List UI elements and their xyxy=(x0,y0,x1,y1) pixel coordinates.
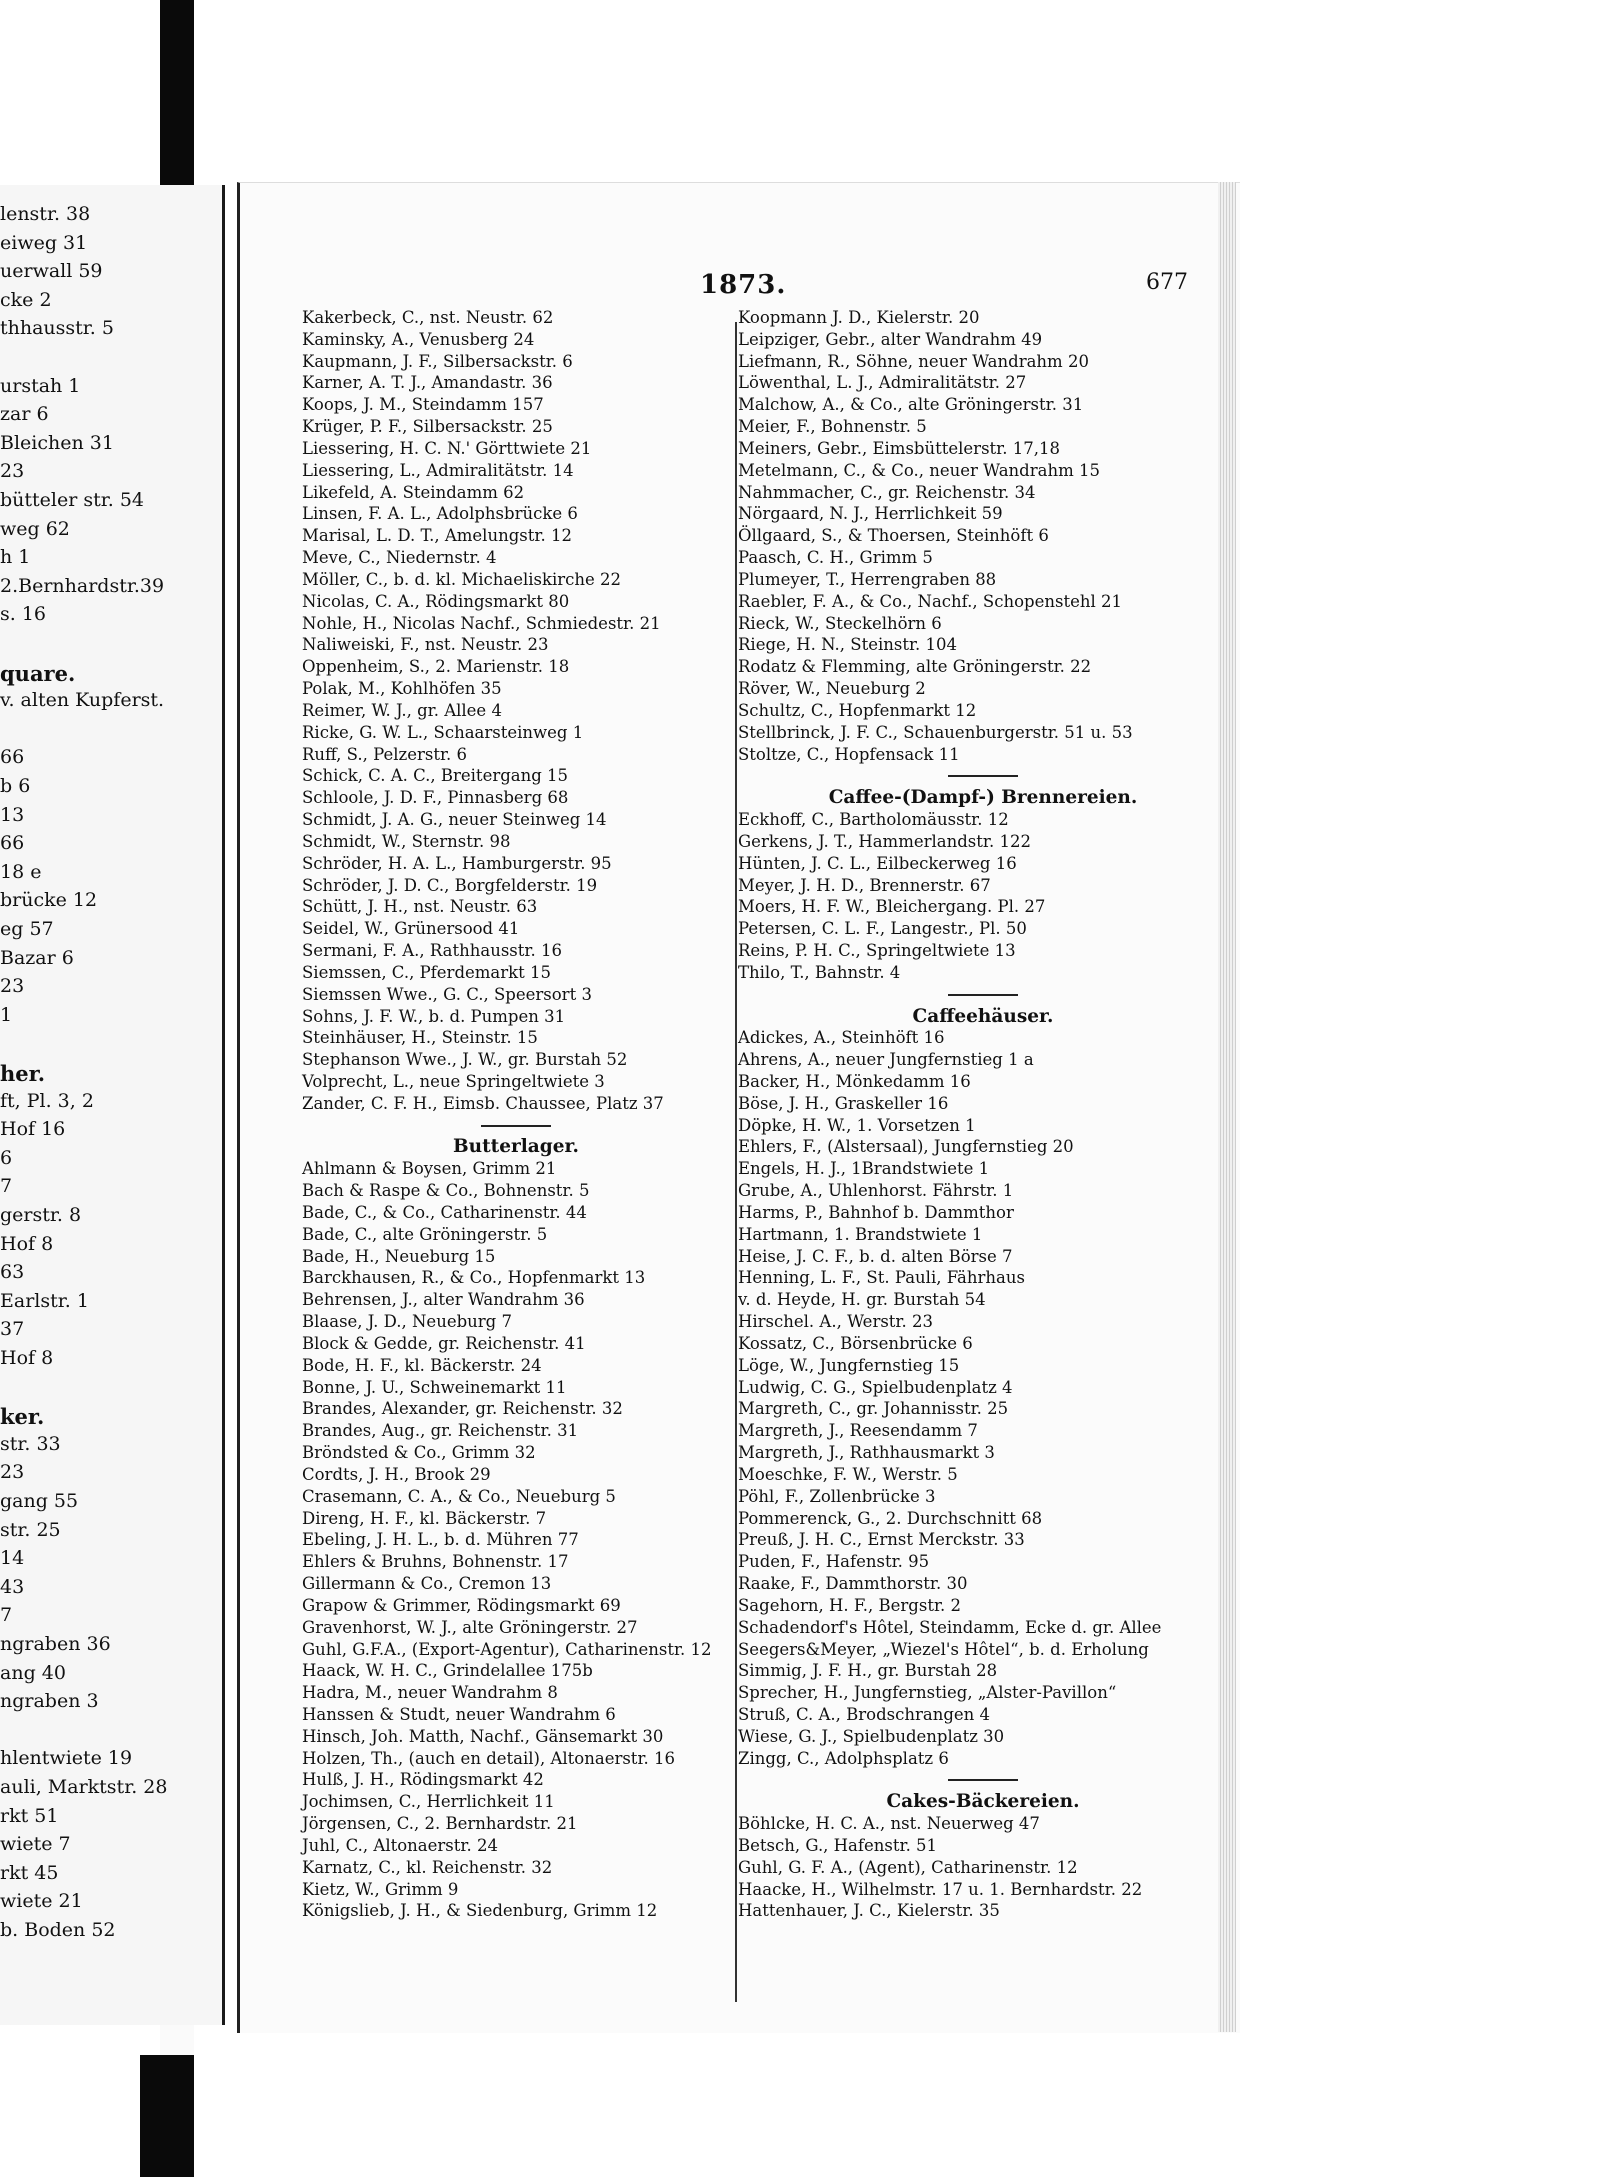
directory-entry: Juhl, C., Altonaerstr. 24 xyxy=(302,1835,498,1855)
directory-entry: Königslieb, J. H., & Siedenburg, Grimm 12 xyxy=(302,1901,658,1921)
directory-entry: Rodatz & Flemming, alte Gröningerstr. 22 xyxy=(738,657,1092,677)
left-page-text-fragment: zar 6 xyxy=(0,403,49,426)
directory-entry: Meiners, Gebr., Eimsbüttelerstr. 17,18 xyxy=(738,438,1060,458)
directory-entry: Simmig, J. F. H., gr. Burstah 28 xyxy=(738,1661,998,1681)
left-page-text-fragment: wiete 7 xyxy=(0,1833,71,1856)
left-page-text-fragment: 1 xyxy=(0,1003,13,1026)
left-page-text-fragment: v. alten Kupferst. xyxy=(0,689,165,712)
directory-entry: Eckhoff, C., Bartholomäusstr. 12 xyxy=(738,810,1009,830)
directory-entry: Margreth, C., gr. Johannisstr. 25 xyxy=(738,1399,1009,1419)
directory-entry: Bröndsted & Co., Grimm 32 xyxy=(302,1443,536,1463)
directory-entry: Döpke, H. W., 1. Vorsetzen 1 xyxy=(738,1115,976,1135)
section-heading: Caffeehäuser. xyxy=(912,1005,1054,1027)
left-page-text-fragment: ngraben 36 xyxy=(0,1633,111,1655)
directory-entry: Raebler, F. A., & Co., Nachf., Schopenstehl 21 xyxy=(738,591,1122,611)
left-page-text-fragment: b 6 xyxy=(0,775,31,797)
directory-entry: Zander, C. F. H., Eimsb. Chaussee, Platz 37 xyxy=(302,1093,664,1113)
left-page-text-fragment: quare. xyxy=(0,660,76,686)
directory-entry: Linsen, F. A. L., Adolphsbrücke 6 xyxy=(302,504,578,524)
directory-entry: Grapow & Grimmer, Rödingsmarkt 69 xyxy=(302,1595,621,1615)
left-page-text-fragment: 37 xyxy=(0,1318,25,1341)
directory-entry: Riege, H. N., Steinstr. 104 xyxy=(738,635,958,655)
directory-entry: Kakerbeck, C., nst. Neustr. 62 xyxy=(302,308,554,327)
directory-entry: Kossatz, C., Börsenbrücke 6 xyxy=(738,1333,973,1353)
book-spine-lower xyxy=(140,2055,194,2177)
directory-column-right xyxy=(738,307,1228,1922)
directory-entry: Koops, J. M., Steindamm 157 xyxy=(302,395,544,415)
directory-entry: Volprecht, L., neue Springeltwiete 3 xyxy=(302,1071,605,1091)
left-page-text-fragment: Hof 8 xyxy=(0,1232,54,1255)
directory-entry: Brandes, Alexander, gr. Reichenstr. 32 xyxy=(302,1399,623,1419)
left-page-text-fragment: 43 xyxy=(0,1575,25,1598)
directory-entry: Hartmann, 1. Brandstwiete 1 xyxy=(738,1224,983,1244)
left-page-text-fragment: s. 16 xyxy=(0,603,47,626)
directory-entry: Hinsch, Joh. Matth, Nachf., Gänsemarkt 30 xyxy=(302,1726,664,1746)
left-page-text-fragment: Bleichen 31 xyxy=(0,431,114,454)
directory-entry: Schadendorf's Hôtel, Steindamm, Ecke d. gr. Allee xyxy=(738,1617,1162,1637)
left-page-text-fragment: eiweg 31 xyxy=(0,231,88,254)
left-page-text-fragment: b. Boden 52 xyxy=(0,1919,116,1941)
directory-entry: Guhl, G.F.A., (Export-Agentur), Catharinenstr. 12 xyxy=(302,1639,712,1659)
directory-entry: Haacke, H., Wilhelmstr. 17 u. 1. Bernhardstr. 22 xyxy=(738,1879,1143,1899)
directory-entry: Steinhäuser, H., Steinstr. 15 xyxy=(302,1028,538,1048)
left-page-text-fragment: Hof 8 xyxy=(0,1347,54,1369)
directory-entry: Siemssen Wwe., G. C., Speersort 3 xyxy=(302,984,592,1004)
directory-entry: Krüger, P. F., Silbersackstr. 25 xyxy=(302,417,553,437)
left-page-text-fragment: bütteler str. 54 xyxy=(0,489,144,511)
directory-entry: Liessering, L., Admiralitätstr. 14 xyxy=(302,460,574,480)
directory-entry: Gillermann & Co., Cremon 13 xyxy=(302,1574,552,1594)
directory-entry: Pöhl, F., Zollenbrücke 3 xyxy=(738,1486,936,1506)
directory-entry: Jörgensen, C., 2. Bernhardstr. 21 xyxy=(302,1814,578,1834)
directory-entry: Gerkens, J. T., Hammerlandstr. 122 xyxy=(738,831,1031,851)
directory-entry: Likefeld, A. Steindamm 62 xyxy=(302,482,525,502)
directory-entry: Bode, H. F., kl. Bäckerstr. 24 xyxy=(302,1355,542,1375)
directory-entry: Böse, J. H., Graskeller 16 xyxy=(738,1093,949,1113)
page-number: 677 xyxy=(1146,270,1188,295)
directory-entry: Karner, A. T. J., Amandastr. 36 xyxy=(302,373,553,393)
left-page-text-fragment: 13 xyxy=(0,803,25,826)
directory-entry: Direng, H. F., kl. Bäckerstr. 7 xyxy=(302,1508,547,1528)
left-page-text-fragment: ft, Pl. 3, 2 xyxy=(0,1089,94,1112)
directory-entry: Margreth, J., Rathhausmarkt 3 xyxy=(738,1443,995,1463)
directory-entry: Hattenhauer, J. C., Kielerstr. 35 xyxy=(738,1901,1000,1921)
directory-entry: Block & Gedde, gr. Reichenstr. 41 xyxy=(302,1333,586,1353)
directory-entry: Betsch, G., Hafenstr. 51 xyxy=(738,1835,938,1855)
directory-entry: Hulß, J. H., Rödingsmarkt 42 xyxy=(302,1770,544,1790)
directory-entry: Hadra, M., neuer Wandrahm 8 xyxy=(302,1683,558,1703)
section-heading: Butterlager. xyxy=(453,1136,579,1158)
directory-entry: Moeschke, F. W., Werstr. 5 xyxy=(738,1464,958,1484)
left-page-text-fragment: Earlstr. 1 xyxy=(0,1289,89,1312)
directory-entry: Öllgaard, S., & Thoersen, Steinhöft 6 xyxy=(738,526,1049,546)
directory-entry: Sohns, J. F. W., b. d. Pumpen 31 xyxy=(302,1006,566,1026)
directory-entry: Hirschel. A., Werstr. 23 xyxy=(738,1312,933,1332)
directory-entry: Schloole, J. D. F., Pinnasberg 68 xyxy=(302,788,569,808)
directory-entry: Hanssen & Studt, neuer Wandrahm 6 xyxy=(302,1705,616,1724)
left-page-text-fragment: cke 2 xyxy=(0,288,52,311)
directory-entry: Ruff, S., Pelzerstr. 6 xyxy=(302,744,468,764)
left-page-text-fragment: urstah 1 xyxy=(0,374,81,397)
directory-entry: Schick, C. A. C., Breitergang 15 xyxy=(302,766,569,786)
section-rule-line xyxy=(948,1779,1018,1781)
directory-entry: Puden, F., Hafenstr. 95 xyxy=(738,1552,930,1572)
left-page-text-fragment: ang 40 xyxy=(0,1661,66,1684)
directory-entry: Harms, P., Bahnhof b. Dammthor xyxy=(738,1202,1014,1222)
directory-entry: Kaminsky, A., Venusberg 24 xyxy=(302,329,535,349)
left-page-text-fragment: 23 xyxy=(0,975,25,998)
directory-entry: Stoltze, C., Hopfensack 11 xyxy=(738,744,960,764)
left-page-text-fragment: 23 xyxy=(0,1461,25,1484)
directory-entry: Engels, H. J., 1Brandstwiete 1 xyxy=(738,1159,990,1179)
directory-entry: Petersen, C. L. F., Langestr., Pl. 50 xyxy=(738,919,1027,939)
directory-entry: Meve, C., Niedernstr. 4 xyxy=(302,548,497,568)
left-page-text-fragment: brücke 12 xyxy=(0,889,98,912)
directory-entry: Malchow, A., & Co., alte Gröningerstr. 31 xyxy=(738,395,1084,415)
left-page-text-fragment: auli, Marktstr. 28 xyxy=(0,1776,168,1798)
directory-entry: Bade, H., Neueburg 15 xyxy=(302,1246,496,1266)
directory-entry: Gravenhorst, W. J., alte Gröningerstr. 27 xyxy=(302,1617,638,1637)
directory-entry: Nörgaard, N. J., Herrlichkeit 59 xyxy=(738,504,1003,524)
directory-entry: Sprecher, H., Jungfernstieg, „Alster-Pavillon“ xyxy=(738,1683,1117,1703)
directory-entry: Marisal, L. D. T., Amelungstr. 12 xyxy=(302,526,572,546)
left-page-text-fragment: ker. xyxy=(0,1404,45,1430)
directory-entry: Jochimsen, C., Herrlichkeit 11 xyxy=(302,1792,555,1812)
directory-entry: Schröder, J. D. C., Borgfelderstr. 19 xyxy=(302,875,598,895)
directory-entry: Schröder, H. A. L., Hamburgerstr. 95 xyxy=(302,853,612,873)
directory-entry: v. d. Heyde, H. gr. Burstah 54 xyxy=(738,1290,986,1310)
column-divider xyxy=(735,322,737,2002)
left-page-text-fragment: 63 xyxy=(0,1261,25,1284)
left-page-text-fragment: h 1 xyxy=(0,546,31,569)
directory-entry: Thilo, T., Bahnstr. 4 xyxy=(738,962,901,982)
left-page-text-fragment: 18 e xyxy=(0,860,42,883)
left-page-text-fragment: her. xyxy=(0,1061,46,1086)
left-page-text-fragment: 6 xyxy=(0,1146,13,1169)
left-page-text-fragment: gang 55 xyxy=(0,1490,79,1512)
section-rule xyxy=(738,1769,1228,1791)
directory-entry: Ahrens, A., neuer Jungfernstieg 1 a xyxy=(738,1050,1034,1070)
directory-entry: Haack, W. H. C., Grindelallee 175b xyxy=(302,1661,593,1681)
directory-entry: Grube, A., Uhlenhorst. Fährstr. 1 xyxy=(738,1181,1014,1201)
left-page-text-fragment: str. 33 xyxy=(0,1432,61,1455)
directory-entry: Struß, C. A., Brodschrangen 4 xyxy=(738,1705,991,1724)
directory-entry: Ehlers, F., (Alstersaal), Jungfernstieg 20 xyxy=(738,1137,1074,1157)
left-page-text-fragment: gerstr. 8 xyxy=(0,1204,82,1226)
left-page-text-fragment: wiete 21 xyxy=(0,1890,83,1913)
left-page-text-fragment: rkt 45 xyxy=(0,1861,59,1884)
directory-entry: Nohle, H., Nicolas Nachf., Schmiedestr. 21 xyxy=(302,613,661,633)
directory-entry: Meier, F., Bohnenstr. 5 xyxy=(738,417,927,437)
directory-entry: Ricke, G. W. L., Schaarsteinweg 1 xyxy=(302,722,584,742)
left-page-text-fragment: 7 xyxy=(0,1604,13,1627)
left-page-text-fragment: uerwall 59 xyxy=(0,260,103,283)
directory-entry: Nahmmacher, C., gr. Reichenstr. 34 xyxy=(738,482,1036,502)
directory-entry: Adickes, A., Steinhöft 16 xyxy=(738,1028,945,1048)
directory-entry: Heise, J. C. F., b. d. alten Börse 7 xyxy=(738,1246,1013,1266)
directory-entry: Löwenthal, L. J., Admiralitätstr. 27 xyxy=(738,373,1027,393)
directory-entry: Henning, L. F., St. Pauli, Fährhaus xyxy=(738,1268,1025,1288)
left-page-text-fragment: 66 xyxy=(0,746,25,769)
directory-entry: Seidel, W., Grünersood 41 xyxy=(302,919,520,939)
directory-entry: Wiese, G. J., Spielbudenplatz 30 xyxy=(738,1726,1005,1746)
directory-entry: Röver, W., Neueburg 2 xyxy=(738,679,926,699)
directory-entry: Karnatz, C., kl. Reichenstr. 32 xyxy=(302,1857,553,1877)
directory-entry: Zingg, C., Adolphsplatz 6 xyxy=(738,1748,949,1768)
left-page-text-fragment: hlentwiete 19 xyxy=(0,1747,133,1770)
directory-entry: Schütt, J. H., nst. Neustr. 63 xyxy=(302,897,538,917)
directory-entry: Reins, P. H. C., Springeltwiete 13 xyxy=(738,941,1016,961)
section-rule-line xyxy=(481,1125,551,1127)
directory-entry: Schultz, C., Hopfenmarkt 12 xyxy=(738,700,977,720)
directory-entry: Polak, M., Kohlhöfen 35 xyxy=(302,679,502,699)
section-heading: Cakes-Bäckereien. xyxy=(886,1791,1080,1813)
section-heading: Caffee-(Dampf-) Brennereien. xyxy=(828,787,1138,809)
directory-entry: Liefmann, R., Söhne, neuer Wandrahm 20 xyxy=(738,351,1089,371)
directory-entry: Schmidt, J. A. G., neuer Steinweg 14 xyxy=(302,810,607,830)
directory-entry: Metelmann, C., & Co., neuer Wandrahm 15 xyxy=(738,460,1100,480)
directory-entry: Ebeling, J. H. L., b. d. Mühren 77 xyxy=(302,1530,579,1550)
directory-entry: Löge, W., Jungfernstieg 15 xyxy=(738,1355,960,1375)
directory-entry: Leipziger, Gebr., alter Wandrahm 49 xyxy=(738,329,1043,349)
directory-entry: Stellbrinck, J. F. C., Schauenburgerstr. 51 u. 53 xyxy=(738,722,1133,742)
directory-entry: Koopmann J. D., Kielerstr. 20 xyxy=(738,308,980,327)
left-page-text-fragment: 14 xyxy=(0,1547,25,1570)
directory-entry: Hünten, J. C. L., Eilbeckerweg 16 xyxy=(738,853,1017,873)
directory-entry: Meyer, J. H. D., Brennerstr. 67 xyxy=(738,875,991,895)
directory-entry: Kaupmann, J. F., Silbersackstr. 6 xyxy=(302,351,573,371)
left-page-text-fragment: thhausstr. 5 xyxy=(0,317,114,340)
directory-entry: Raake, F., Dammthorstr. 30 xyxy=(738,1574,968,1594)
directory-entry: Blaase, J. D., Neueburg 7 xyxy=(302,1312,512,1332)
directory-entry: Paasch, C. H., Grimm 5 xyxy=(738,548,933,568)
directory-entry: Preuß, J. H. C., Ernst Merckstr. 33 xyxy=(738,1530,1025,1550)
left-page-text-fragment: 66 xyxy=(0,832,25,855)
directory-entry: Seegers&Meyer, „Wiezel's Hôtel“, b. d. Erholung xyxy=(738,1639,1149,1659)
left-page-text-fragment: eg 57 xyxy=(0,918,54,940)
directory-entry: Möller, C., b. d. kl. Michaeliskirche 22 xyxy=(302,569,622,589)
directory-entry: Siemssen, C., Pferdemarkt 15 xyxy=(302,962,552,982)
section-rule-line xyxy=(948,994,1018,996)
left-page-text-fragment: lenstr. 38 xyxy=(0,203,91,225)
directory-entry: Behrensen, J., alter Wandrahm 36 xyxy=(302,1290,585,1310)
directory-entry: Holzen, Th., (auch en detail), Altonaerstr. 16 xyxy=(302,1748,675,1768)
directory-entry: Böhlcke, H. C. A., nst. Neuerweg 47 xyxy=(738,1814,1040,1834)
directory-entry: Ehlers & Bruhns, Bohnenstr. 17 xyxy=(302,1552,569,1572)
directory-entry: Pommerenck, G., 2. Durchschnitt 68 xyxy=(738,1508,1043,1528)
directory-entry: Bach & Raspe & Co., Bohnenstr. 5 xyxy=(302,1181,590,1201)
left-page-text-fragment: rkt 51 xyxy=(0,1804,59,1827)
directory-entry: Sermani, F. A., Rathhausstr. 16 xyxy=(302,941,562,961)
directory-entry: Nicolas, C. A., Rödingsmarkt 80 xyxy=(302,591,570,611)
section-rule xyxy=(738,984,1228,1006)
directory-entry: Brandes, Aug., gr. Reichenstr. 31 xyxy=(302,1421,579,1441)
directory-entry: Ludwig, C. G., Spielbudenplatz 4 xyxy=(738,1377,1013,1397)
directory-entry: Crasemann, C. A., & Co., Neueburg 5 xyxy=(302,1486,616,1506)
directory-entry: Naliweiski, F., nst. Neustr. 23 xyxy=(302,635,549,655)
section-rule xyxy=(738,765,1228,787)
section-rule-line xyxy=(948,775,1018,777)
page-year-header: 1873. xyxy=(700,270,787,300)
left-page-text-fragment: Bazar 6 xyxy=(0,946,74,969)
directory-entry: Barckhausen, R., & Co., Hopfenmarkt 13 xyxy=(302,1268,646,1288)
directory-entry: Bonne, J. U., Schweinemarkt 11 xyxy=(302,1377,567,1397)
directory-entry: Bade, C., & Co., Catharinenstr. 44 xyxy=(302,1202,587,1222)
left-page-text-fragment: weg 62 xyxy=(0,517,70,540)
directory-entry: Plumeyer, T., Herrengraben 88 xyxy=(738,569,997,589)
directory-entry: Guhl, G. F. A., (Agent), Catharinenstr. 12 xyxy=(738,1857,1078,1877)
directory-entry: Margreth, J., Reesendamm 7 xyxy=(738,1421,978,1441)
directory-column-left xyxy=(302,307,730,1922)
left-page-text-fragment: ngraben 3 xyxy=(0,1690,99,1713)
directory-entry: Cordts, J. H., Brook 29 xyxy=(302,1464,491,1484)
directory-entry: Backer, H., Mönkedamm 16 xyxy=(738,1071,971,1091)
directory-entry: Moers, H. F. W., Bleichergang. Pl. 27 xyxy=(738,897,1046,917)
left-page-text-fragment: 23 xyxy=(0,460,25,483)
left-page-text-fragment: 2.Bernhardstr.39 xyxy=(0,574,165,597)
directory-entry: Kietz, W., Grimm 9 xyxy=(302,1879,459,1899)
directory-entry: Ahlmann & Boysen, Grimm 21 xyxy=(302,1159,557,1179)
directory-entry: Schmidt, W., Sternstr. 98 xyxy=(302,831,511,851)
directory-entry: Bade, C., alte Gröningerstr. 5 xyxy=(302,1224,548,1244)
directory-entry: Liessering, H. C. N.' Görttwiete 21 xyxy=(302,438,592,458)
directory-entry: Rieck, W., Steckelhörn 6 xyxy=(738,613,942,633)
left-page-fragment xyxy=(0,185,225,2025)
left-page-text-fragment: str. 25 xyxy=(0,1518,61,1541)
directory-entry: Reimer, W. J., gr. Allee 4 xyxy=(302,700,502,720)
left-page-text-fragment: Hof 16 xyxy=(0,1118,66,1141)
section-rule xyxy=(302,1115,730,1137)
directory-entry: Oppenheim, S., 2. Marienstr. 18 xyxy=(302,657,570,677)
left-page-text-fragment: 7 xyxy=(0,1175,13,1198)
directory-entry: Stephanson Wwe., J. W., gr. Burstah 52 xyxy=(302,1050,628,1070)
directory-entry: Sagehorn, H. F., Bergstr. 2 xyxy=(738,1595,962,1615)
